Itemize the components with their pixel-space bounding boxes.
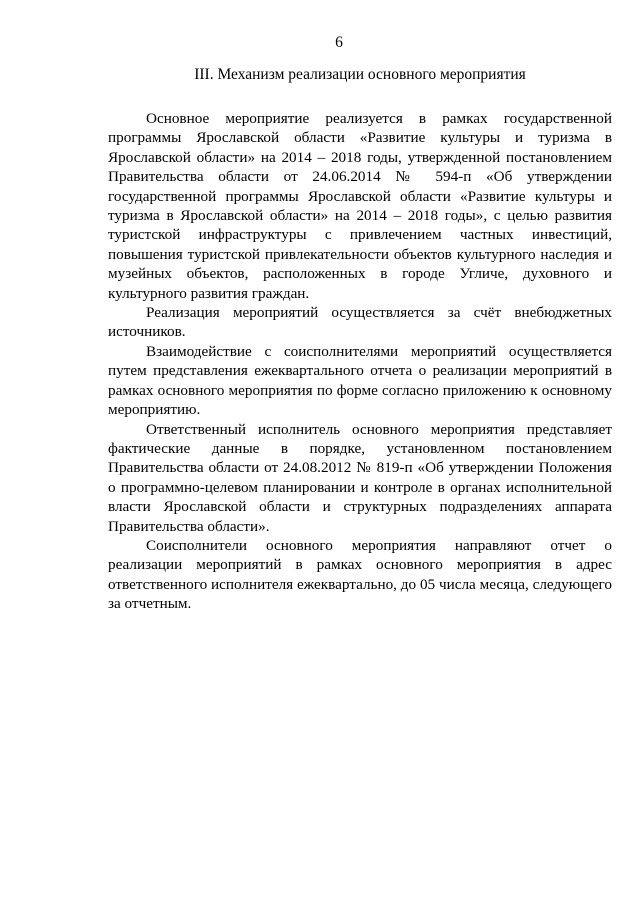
- page-number: 6: [335, 34, 343, 51]
- paragraph: Взаимодействие с соисполнителями мероприятий осуществляется путем представления ежеквартального отчета о реализации мероприятий в рамках основного мероприятия по форме согласно приложению к основному мероприятию.: [108, 342, 612, 419]
- paragraph: Соисполнители основного мероприятия направляют отчет о реализации мероприятий в рамках основного мероприятия в адрес ответственного исполнителя ежеквартально, до 05 числа месяца, следующего за отчетным.: [108, 536, 612, 613]
- section-title: III. Механизм реализации основного мероприятия: [194, 66, 526, 83]
- body-text: [108, 109, 612, 614]
- paragraph: Ответственный исполнитель основного мероприятия представляет фактические данные в порядке, установленном постановлением Правительства области от 24.08.2012 № 819-п «Об утверждении Положения о программно-целевом планировании и контроле в органах исполнительной власти Ярославской области и структурных подразделениях аппарата Правительства области».: [108, 420, 612, 535]
- paragraph: Реализация мероприятий осуществляется за счёт внебюджетных источников.: [108, 304, 612, 341]
- paragraph: Основное мероприятие реализуется в рамках государственной программы Ярославской области «Развитие культуры и туризма в Ярославской области» на 2014 – 2018 годы, утвержденной постановлением Правительства области от 24.06.2014 № 594-п «Об утверждении государственной программы Ярославской области «Развитие культуры и туризма в Ярославской области» на 2014 – 2018 годы», с целью развития туристской инфраструктуры с привлечением частных инвестиций, повышения туристской привлекательности объектов культурного наследия и музейных объектов, расположенных в городе Угличе, духовного и культурного развития граждан.: [108, 110, 612, 302]
